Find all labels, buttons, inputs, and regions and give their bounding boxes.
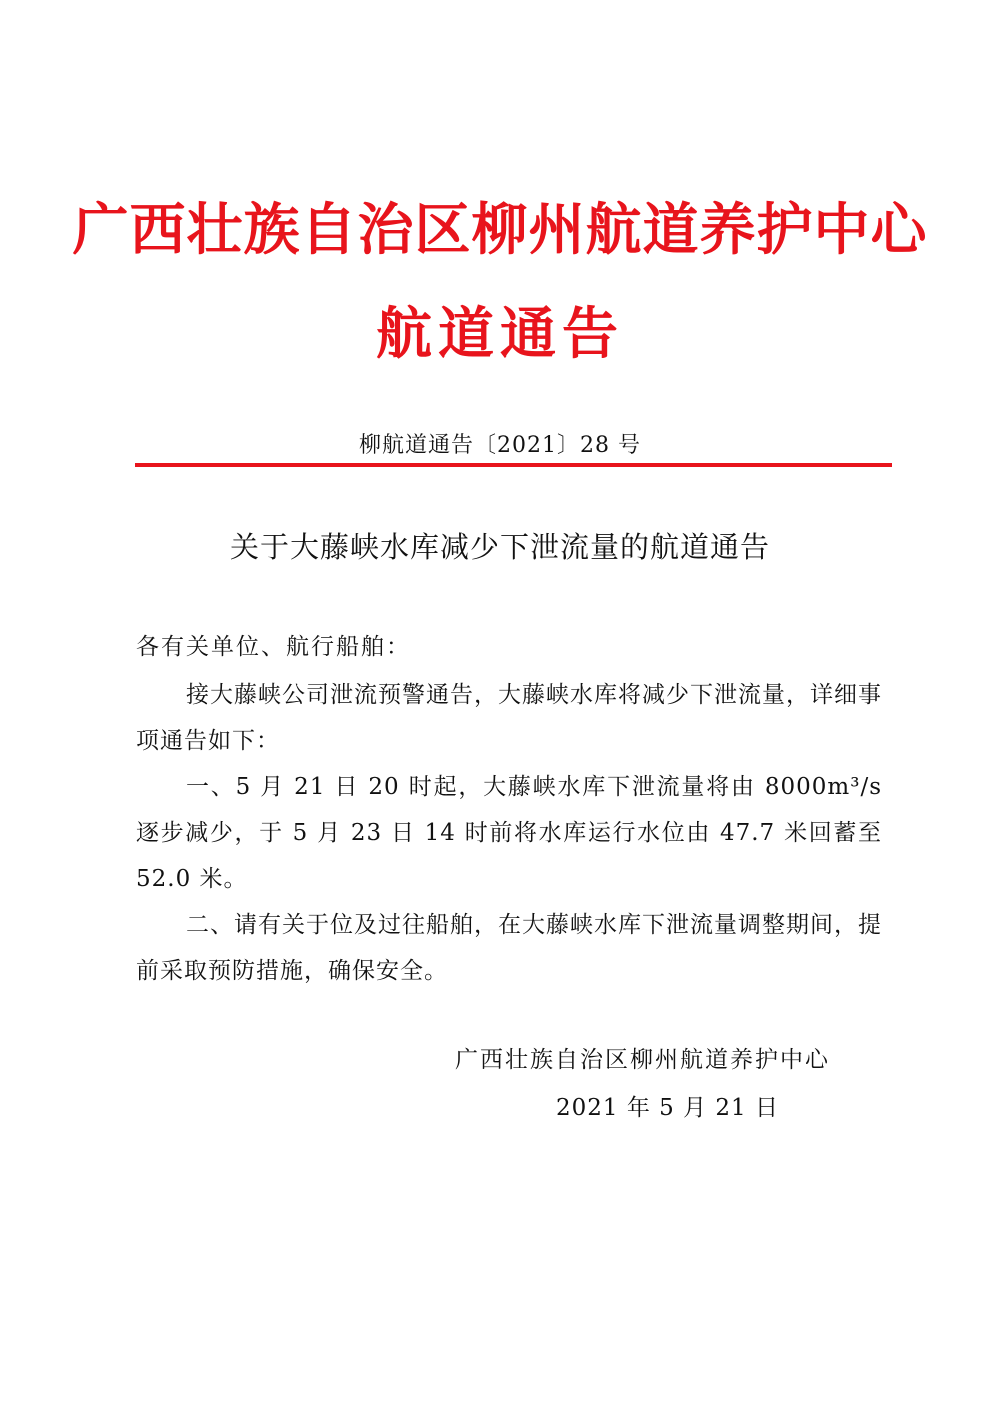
body-paragraph-intro: 接大藤峡公司泄流预警通告，大藤峡水库将减少下泄流量，详细事项通告如下： [136,682,882,754]
body-paragraph-item-2: 二、请有关于位及过往船舶，在大藤峡水库下泄流量调整期间，提前采取预防措施，确保安全。 [136,912,882,984]
red-divider-line [135,463,892,467]
salutation: 各有关单位、航行船舶： [136,634,411,660]
notice-title: 关于大藤峡水库减少下泄流量的航道通告 [229,530,770,564]
body-paragraph-item-1: 一、5 月 21 日 20 时起，大藤峡水库下泄流量将由 8000m³/s 逐步减少，于 5 月 23 日 14 时前将水库运行水位由 47.7 米回蓄至 52.0 米。 [136,774,882,892]
issuing-organization-header: 广西壮族自治区柳州航道养护中心 [72,198,928,263]
signature-date: 2021 年 5 月 21 日 [556,1095,779,1121]
signature-organization: 广西壮族自治区柳州航道养护中心 [455,1047,830,1073]
document-number: 柳航道通告〔2021〕28 号 [359,433,641,458]
document-type-header: 航道通告 [376,302,624,367]
